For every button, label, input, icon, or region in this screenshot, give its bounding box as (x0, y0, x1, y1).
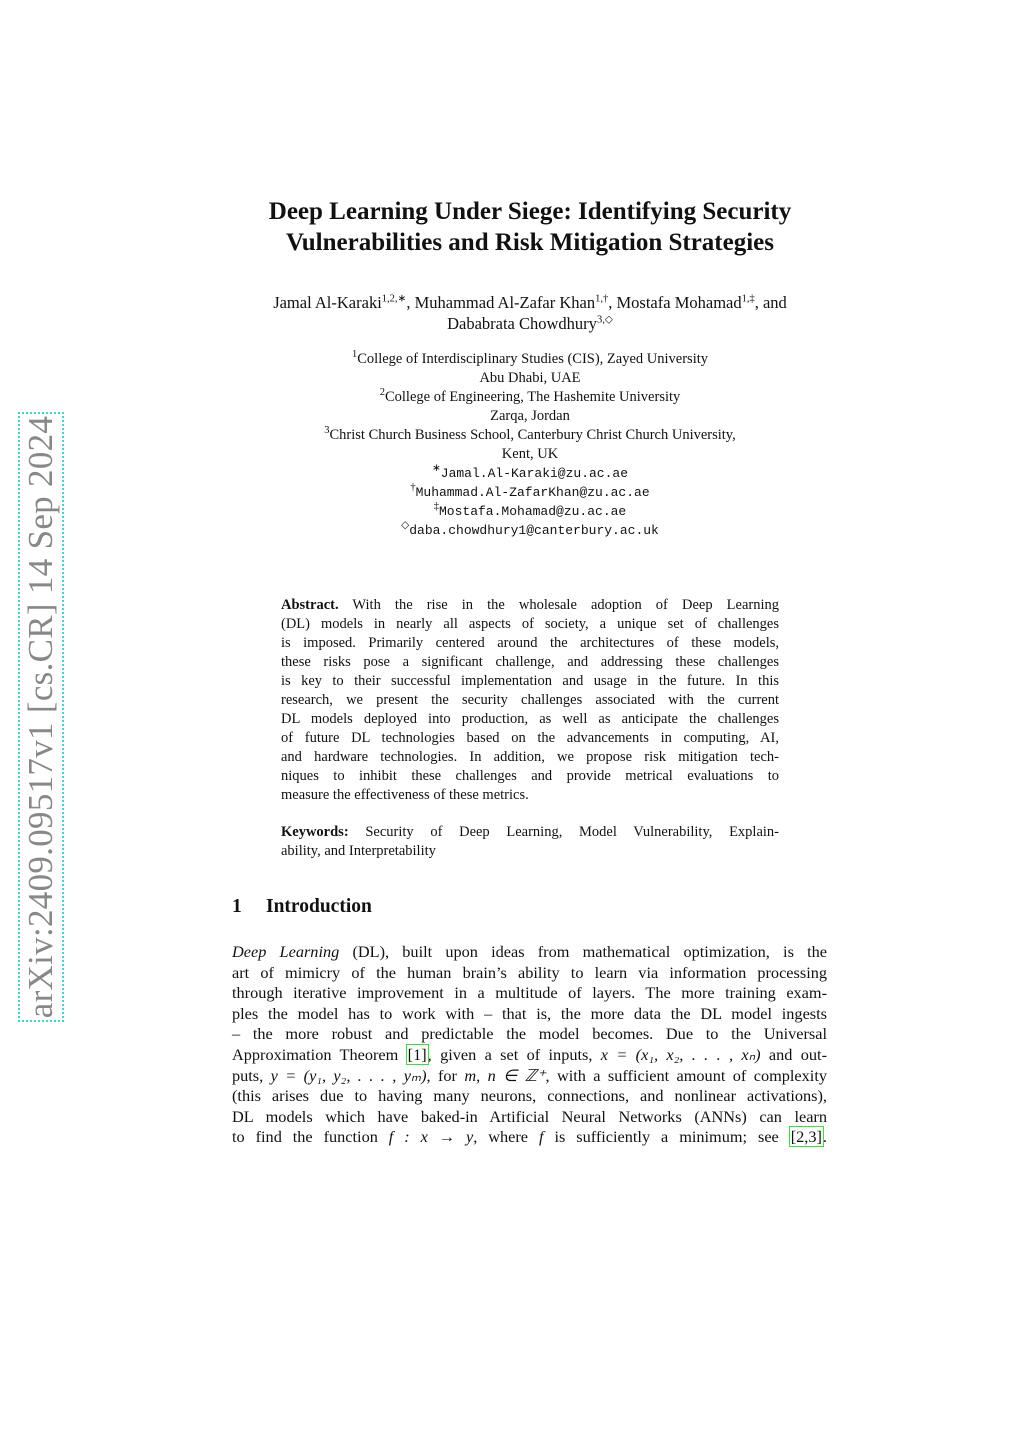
affiliation-1: $^1$College of Interdisciplinary Studies (CIS), Zayed University (352, 349, 708, 367)
author-affiliation-mark: 1,† (595, 293, 609, 305)
abstract-label: Abstract. (281, 597, 339, 613)
email-line: †Muhammad.Al-ZafarKhan@zu.ac.ae (410, 482, 650, 500)
title-line-2: Vulnerabilities and Risk Mitigation Strategies (286, 229, 774, 256)
affiliation-3: $^3$Christ Church Business School, Canterbury Christ Church University, (324, 425, 736, 443)
math-inline: y = (y₁, y₂, . . . , yₘ) (270, 1065, 427, 1085)
keywords-line: Keywords: Security of Deep Learning, Model Vulnerability, Explain- (281, 824, 779, 840)
author-affiliation-mark: 3,◇ (596, 314, 613, 326)
section-heading (232, 896, 372, 918)
email-line: ∗Jamal.Al-Karaki@zu.ac.ae (431, 463, 629, 481)
author-affiliation-mark: 1,2,∗ (381, 293, 407, 305)
title-line-1: Deep Learning Under Siege: Identifying Security (268, 198, 792, 225)
introduction-paragraph (232, 942, 827, 1148)
email-link[interactable]: Mostafa.Mohamad@zu.ac.ae (439, 504, 627, 519)
author-name: Dababrata Chowdhury (447, 314, 597, 333)
abstract-line: measure the effectiveness of these metrics. (281, 787, 529, 803)
email-line: ◇daba.chowdhury1@canterbury.ac.uk (401, 520, 659, 538)
author-affiliation-mark: 1,‡ (741, 293, 755, 305)
abstract-line: of future DL technologies based on the advancements in computing, AI, (281, 730, 779, 746)
affiliation-2: $^2$College of Engineering, The Hashemite University (379, 387, 681, 405)
citation-link[interactable]: [2,3] (790, 1127, 822, 1147)
keywords-label: Keywords: (281, 824, 349, 840)
abstract-line: is key to their successful implementation and usage in the future. In this (281, 673, 779, 689)
abstract-line: DL models deployed into production, as well as anticipate the challenges (281, 711, 779, 727)
abstract-line: niques to inhibit these challenges and provide metrical evaluations to (281, 768, 779, 784)
affiliation-1-location: Abu Dhabi, UAE (479, 370, 581, 386)
abstract-line: and hardware technologies. In addition, we propose risk mitigation tech- (281, 749, 779, 765)
paragraph-line: (this arises due to having many neurons, connections, and nonlinear activations), (232, 1086, 827, 1106)
email-line: ‡Mostafa.Mohamad@zu.ac.ae (433, 501, 627, 519)
author-name: Jamal Al-Karaki (273, 293, 382, 312)
math-inline: f (538, 1127, 544, 1147)
paragraph-line: puts, y = (y₁, y₂, . . . , yₘ), for m, n ∈ ℤ⁺, with a sufficient amount of complexity (232, 1065, 827, 1085)
arxiv-identifier-text: arXiv:2409.09517v1 [cs.CR] 14 Sep 2024 (21, 415, 61, 1019)
paragraph-line: – the more robust and predictable the model becomes. Due to the Universal (232, 1024, 827, 1044)
abstract-line: research, we present the security challenges associated with the current (281, 692, 779, 708)
citation-link[interactable]: [1] (407, 1044, 427, 1064)
paragraph-line: ples the model has to work with – that is, the more data the DL model ingests (232, 1003, 827, 1023)
math-inline: x = (x₁, x₂, . . . , xₙ) (600, 1044, 761, 1064)
abstract-line: is imposed. Primarily centered around the architectures of these models, (281, 635, 779, 651)
author-line-1 (200, 292, 860, 313)
author-line-2 (200, 313, 860, 334)
section-number: 1 (232, 896, 242, 917)
paragraph-line: through iterative improvement in a multitude of layers. The more training exam- (232, 983, 827, 1003)
section-title: Introduction (266, 896, 372, 917)
author-conjunction: , and (754, 293, 787, 312)
affiliations (230, 350, 830, 540)
email-link[interactable]: Jamal.Al-Karaki@zu.ac.ae (440, 466, 629, 481)
author-name: , Mostafa Mohamad (608, 293, 742, 312)
paper-title (200, 196, 860, 258)
paragraph-line: DL models which have baked-in Artificial Neural Networks (ANNs) can learn (232, 1106, 827, 1126)
email-link[interactable]: Muhammad.Al-ZafarKhan@zu.ac.ae (415, 485, 650, 500)
arxiv-identifier-stamp[interactable] (18, 412, 64, 1022)
author-name: , Muhammad Al-Zafar Khan (406, 293, 596, 312)
author-list (200, 292, 860, 334)
paragraph-line: to find the function f : x → y, where f is sufficiently a minimum; see [2,3]. (232, 1127, 827, 1147)
math-inline: f : x → y (388, 1127, 474, 1147)
paragraph-line: Approximation Theorem [1], given a set of inputs, x = (x₁, x₂, . . . , xₙ) and out- (232, 1044, 828, 1064)
keywords (281, 823, 779, 861)
affiliation-3-location: Kent, UK (501, 446, 559, 462)
math-inline: m, n ∈ ℤ⁺ (464, 1065, 546, 1085)
abstract-line: these risks pose a significant challenge, and addressing these challenges (281, 654, 779, 670)
affiliation-2-location: Zarqa, Jordan (490, 408, 570, 424)
email-link[interactable]: daba.chowdhury1@canterbury.ac.uk (409, 523, 659, 538)
abstract-line: Abstract. With the rise in the wholesale adoption of Deep Learning (281, 597, 779, 613)
abstract-line: (DL) models in nearly all aspects of society, a unique set of challenges (281, 616, 779, 632)
keywords-line: ability, and Interpretability (281, 843, 436, 859)
abstract (281, 596, 779, 805)
paragraph-line: art of mimicry of the human brain’s ability to learn via information processing (232, 962, 827, 982)
paragraph-line: Deep Learning (DL), built upon ideas from mathematical optimization, is the (232, 942, 828, 961)
